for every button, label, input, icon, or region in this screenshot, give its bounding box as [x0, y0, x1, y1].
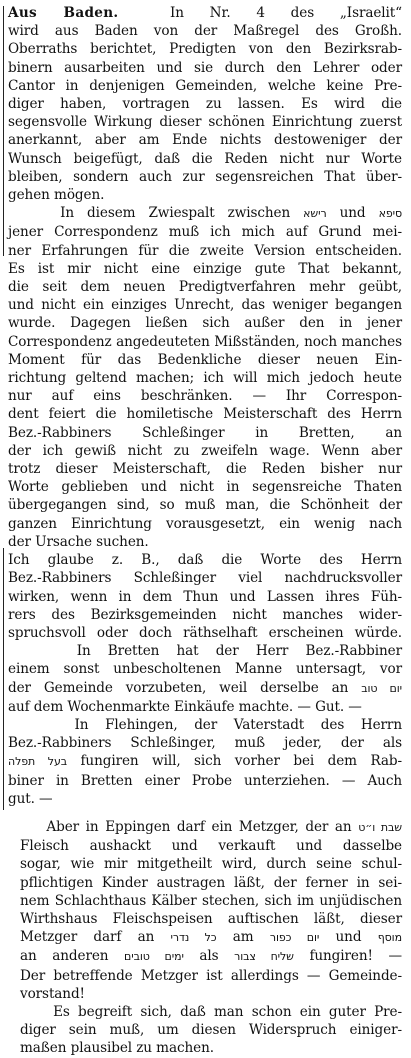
text-line: maßen plausibel zu machen. [20, 1040, 214, 1057]
text-line: pflichtigen Kinder austragen läßt, der ferner in sei- [20, 874, 402, 891]
text-line: übergegangen sind, so muß man, die Schönheit der [8, 497, 402, 514]
text-line: und nicht ein einziges Unrecht, das weniger begangen [8, 297, 402, 314]
text-line: biner in Bretten einer Probe unterziehen. — Auch [8, 772, 402, 789]
text-line: segensvolle Wirkung dieser schönen Einrichtung zuerst [8, 114, 402, 131]
text-line: nem Schlachthaus Kälber stechen, sich im unjüdischen [20, 892, 402, 909]
text-line: auf dem Wochenmarkte Einkäufe machte. — Gut. — [8, 698, 362, 715]
text-line: Aber in Eppingen darf ein Metzger, der an שבת ו״ט [46, 819, 402, 835]
text-line: Metzger darf an כל נדרי am יום כפור und מוסף [20, 929, 402, 946]
hebrew-term: שליח צבור [234, 950, 294, 964]
hebrew-term: שבת ו״ט [358, 821, 402, 834]
paragraph-bretten [8, 642, 402, 716]
hebrew-term: ימים טובים [124, 950, 184, 964]
article-column-lower [20, 818, 402, 1058]
text-line: einem sonst unbescholtenen Manne untersagt, vor [8, 661, 402, 678]
text-line: In diesem Zwiespalt zwischen רישא und סיפא [60, 205, 402, 222]
text-line: gehen mögen. [8, 187, 105, 204]
column-rule [3, 6, 4, 256]
hebrew-term: רישא [303, 207, 327, 221]
text-line: an anderen ימים טובים als שליח צבור fungiren! — [20, 948, 402, 965]
text-line: binern ausarbeiten und sie durch den Lehrer oder [8, 59, 402, 76]
text-line: richtung geltend machen; ich will mich jedoch heute [8, 370, 402, 387]
text-line: wurde. Dagegen ließen sich außer den in jener [8, 315, 402, 332]
paragraph-zwiespalt [8, 204, 402, 551]
text-line: בעל תפלה fungiren will, sich vorher bei dem Rab- [8, 753, 402, 770]
text-line: wirken, wenn in dem Thun und Lassen ihres Füh- [8, 588, 402, 605]
text-line: gut. — [8, 790, 53, 807]
text-line: In Flehingen, der Vaterstadt des Herrn [74, 716, 402, 733]
text-line: Bez.-Rabbiners Schleßinger, muß jeder, der als [8, 735, 402, 752]
hebrew-term: בעל תפלה [8, 755, 67, 769]
text-line: Oberraths berichtet, Predigten von den Bezirksrab- [8, 41, 402, 58]
text-line: Wunsch beigefügt, daß die Reden nicht nur Worte [8, 150, 402, 167]
text-line: trotz dieser Meisterschaft, die Reden bisher nur [8, 461, 402, 478]
text-line: Aus Baden. In Nr. 4 des „Israelit“ [8, 5, 403, 21]
hebrew-term: מוסף [377, 931, 402, 945]
text-line: jener Correspondenz muß ich mich auf Grund mei- [8, 224, 402, 241]
text-line: sogar, wie mir mitgetheilt wird, durch seine schul- [20, 856, 402, 873]
paragraph-flehingen [8, 716, 402, 808]
text-line: nur auf eins beschränken. — Ihr Correspon- [8, 388, 402, 405]
text-line: die seit dem neuen Predigtverfahren mehr geübt, [8, 279, 402, 296]
text-line: In Bretten hat der Herr Bez.-Rabbiner [76, 643, 402, 660]
hebrew-term: יום טוב [361, 681, 402, 695]
text-line: ganzen Einrichtung vorausgesetzt, ein wenig nach [8, 515, 402, 532]
text-line: Es begreift sich, daß man schon ein guter Pre- [53, 1004, 402, 1021]
text-line: Es ist mir nicht eine einzige gute That bekannt, [8, 260, 402, 277]
text-line: bleiben, sondern auch zur segensreichen That über- [8, 168, 402, 185]
text-line: rers des Bezirksgemeinden nicht manches wider- [8, 606, 402, 623]
text-line: Correspondenz angedeuteten Mißständen, noch manches [8, 333, 402, 350]
article-heading: Aus Baden. [8, 5, 119, 21]
text-line: Bez.-Rabbiners Schleßinger viel nachdrucksvoller [8, 570, 402, 587]
text-line: Fleisch aushackt und verkauft und dasselbe [20, 838, 402, 855]
text-line: Wirthshaus Fleischspeisen auftischen läßt, dieser [20, 911, 402, 928]
text-line: vorstand! [20, 985, 85, 1002]
text-line: Moment für das Bedenkliche dieser neuen Ein- [8, 351, 402, 368]
text-line: der ich gewiß nicht zu zweifeln wage. Wenn aber [8, 442, 402, 459]
hebrew-term: סיפא [378, 207, 402, 221]
paragraph-eppingen [20, 818, 402, 1003]
text-line: der Ursache suchen. [8, 533, 149, 550]
text-line: Der betreffende Metzger ist allerdings — Gemeinde- [20, 967, 402, 984]
text-line: Bez.-Rabbiners Schleßinger in Bretten, an [8, 424, 402, 441]
text-line: spruchsvoll oder doch räthselhaft erscheinen würde. [8, 624, 402, 641]
text-line: der Gemeinde vorzubeten, weil derselbe an יום טוב [8, 679, 402, 696]
text-line: Cantor in denjenigen Gemeinden, welche keine Pre- [8, 77, 402, 94]
column-rule [3, 548, 4, 810]
text-line: ner Erfahrungen für die zweite Version entscheiden. [8, 242, 402, 259]
text-line: anerkannt, aber am Ende nichts destoweniger der [8, 132, 402, 149]
hebrew-term: יום כפור [269, 931, 320, 945]
paragraph-conclusion [20, 1003, 402, 1058]
text-line: Worte geblieben und nicht in segensreiche Thaten [8, 479, 402, 496]
paragraph-glaube [8, 551, 402, 642]
text-line: Ich glaube z. B., daß die Worte des Herrn [8, 552, 402, 569]
text-line: diger haben, vortragen zu lassen. Es wird die [8, 96, 402, 113]
paragraph-intro [8, 4, 402, 204]
text-line: wird aus Baden von der Maßregel des Großh. [8, 23, 402, 40]
text-line: dent feiert die homiletische Meisterschaft des Herrn [8, 406, 402, 423]
hebrew-term: כל נדרי [170, 931, 217, 945]
article-column [8, 4, 402, 808]
text-line: diger sein muß, um diesen Widerspruch einiger- [20, 1022, 402, 1039]
